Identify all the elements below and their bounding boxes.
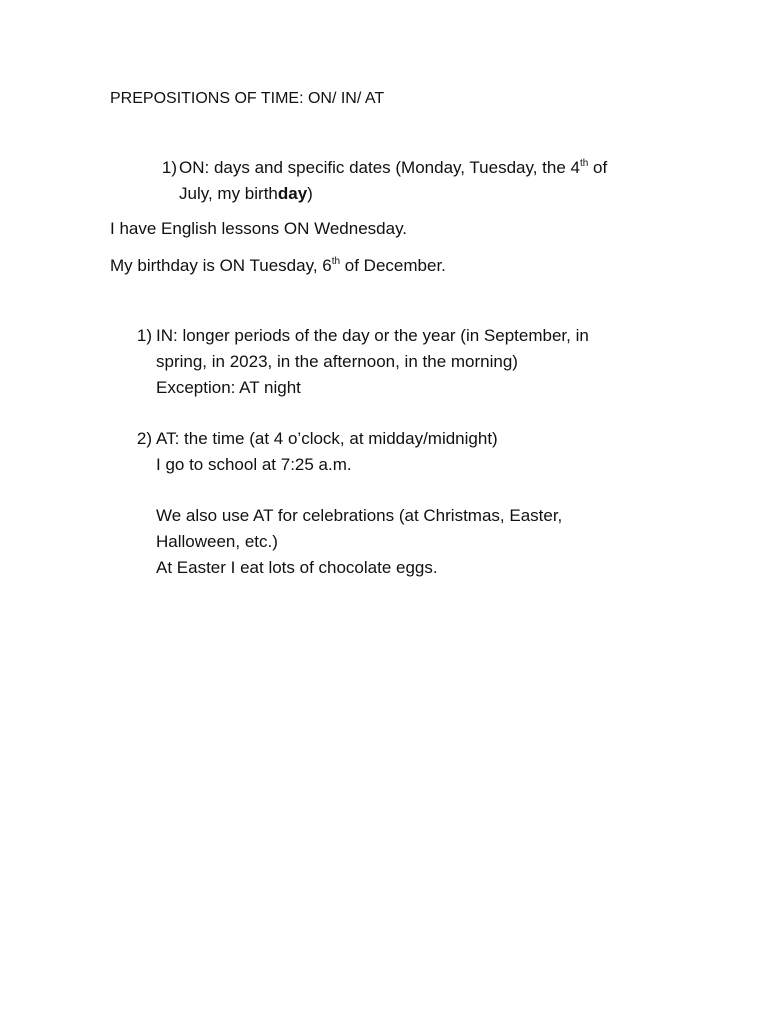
text-segment: My birthday is ON Tuesday, 6 — [110, 256, 332, 275]
list-number: 1) — [136, 326, 152, 345]
list-item-at-line1: AT: the time (at 4 o’clock, at midday/midnight) — [156, 429, 498, 448]
list-item-on-line2 — [179, 181, 313, 207]
page-title: PREPOSITIONS OF TIME: ON/ IN/ AT — [110, 90, 385, 107]
list-item-at-line3: We also use AT for celebrations (at Christmas, Easter, — [156, 506, 563, 525]
text-segment: ) — [307, 184, 313, 203]
list-item-in-line1: IN: longer periods of the day or the year (in September, in — [156, 326, 589, 345]
bold-text: day — [277, 184, 308, 203]
text-segment: of December. — [340, 256, 446, 275]
list-item-in-line2: spring, in 2023, in the afternoon, in the morning) — [156, 352, 518, 371]
list-number: 2) — [136, 429, 152, 448]
list-item-on-line1 — [179, 155, 607, 181]
superscript: th — [579, 158, 589, 169]
example-sentence — [110, 253, 446, 279]
text-segment: July, my birth — [179, 184, 278, 203]
text-segment: of — [588, 158, 608, 177]
list-item-at-line5: At Easter I eat lots of chocolate eggs. — [156, 558, 438, 577]
list-number: 1) — [161, 158, 177, 177]
example-sentence: I have English lessons ON Wednesday. — [110, 219, 408, 238]
list-item-in-line3: Exception: AT night — [156, 378, 301, 397]
list-item-at-line2: I go to school at 7:25 a.m. — [156, 455, 352, 474]
superscript: th — [331, 256, 341, 267]
text-segment: ON: days and specific dates (Monday, Tuesday, the 4 — [179, 158, 580, 177]
list-item-at-line4: Halloween, etc.) — [156, 532, 278, 551]
